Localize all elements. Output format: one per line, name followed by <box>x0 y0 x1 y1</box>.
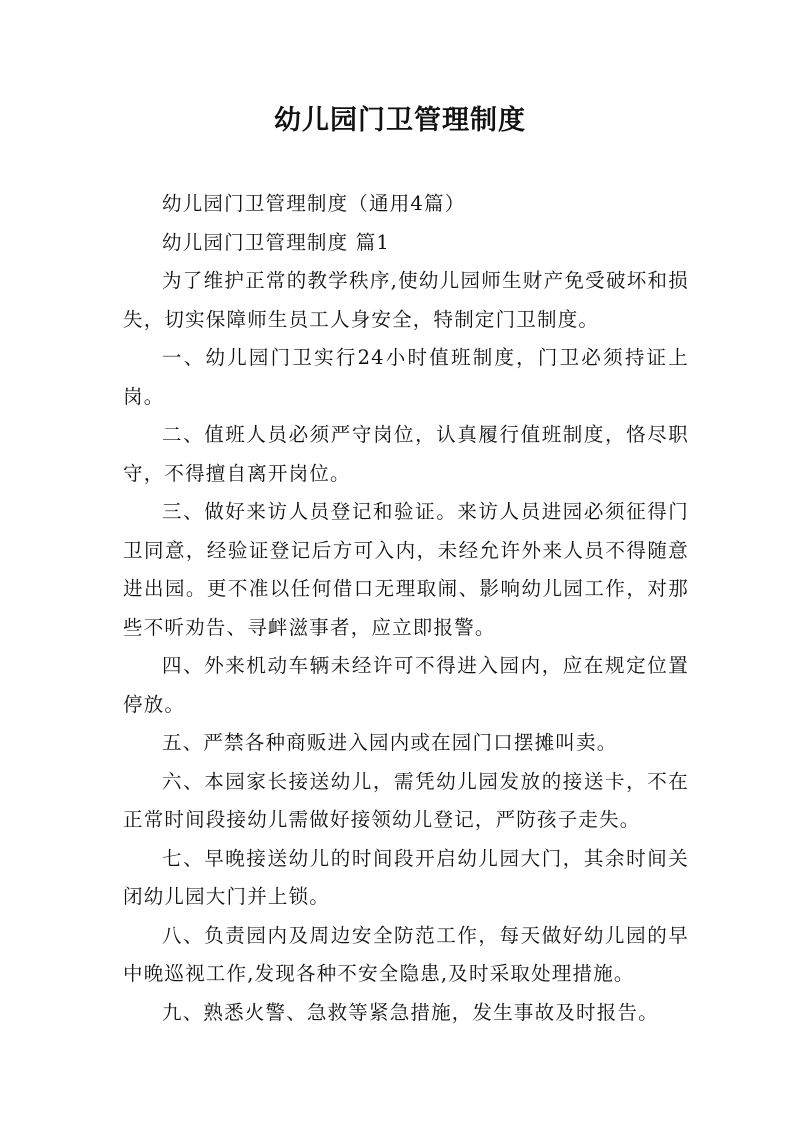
rule-8-paragraph: 八、负责园内及周边安全防范工作，每天做好幼儿园的早中晚巡视工作,发现各种不安全隐患,及时采取处理措施。 <box>123 923 689 985</box>
rule-3-paragraph: 三、做好来访人员登记和验证。来访人员进园必须征得门卫同意，经验证登记后方可入内，未经允许外来人员不得随意进出园。更不准以任何借口无理取闹、影响幼儿园工作，对那些不听劝告、寻衅滋事者，应立即报警。 <box>123 500 689 639</box>
document-body <box>123 185 689 1032</box>
rule-2-paragraph: 二、值班人员必须严守岗位，认真履行值班制度，恪尽职守，不得擅自离开岗位。 <box>123 423 689 485</box>
intro-paragraph: 为了维护正常的教学秩序,使幼儿园师生财产免受破坏和损失，切实保障师生员工人身安全，特制定门卫制度。 <box>123 269 689 331</box>
rule-7-paragraph: 七、早晚接送幼儿的时间段开启幼儿园大门，其余时间关闭幼儿园大门并上锁。 <box>123 846 689 908</box>
rule-4-paragraph: 四、外来机动车辆未经许可不得进入园内，应在规定位置停放。 <box>123 654 689 716</box>
rule-1-paragraph: 一、幼儿园门卫实行24小时值班制度，门卫必须持证上岗。 <box>123 346 689 408</box>
rule-6-paragraph: 六、本园家长接送幼儿，需凭幼儿园发放的接送卡，不在正常时间段接幼儿需做好接领幼儿登记，严防孩子走失。 <box>123 769 689 831</box>
rule-5-paragraph: 五、严禁各种商贩进入园内或在园门口摆摊叫卖。 <box>162 731 618 754</box>
document-title: 幼儿园门卫管理制度 <box>274 105 526 136</box>
subtitle-paragraph: 幼儿园门卫管理制度（通用4篇） <box>162 192 466 215</box>
rule-9-paragraph: 九、熟悉火警、急救等紧急措施，发生事故及时报告。 <box>162 1000 659 1024</box>
section-heading: 幼儿园门卫管理制度 篇1 <box>162 230 391 254</box>
